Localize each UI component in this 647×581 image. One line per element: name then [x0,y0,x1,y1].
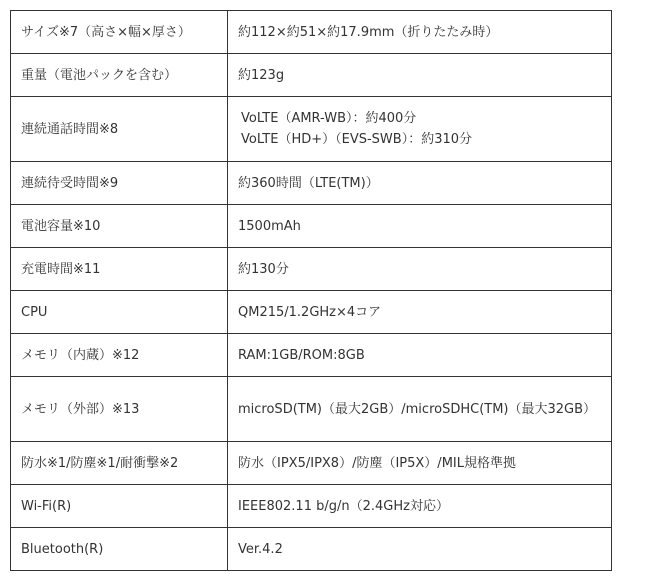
table-row [11,377,612,442]
spec-value-size: 約112×約51×約17.9mm（折りたたみ時） [228,11,612,54]
spec-label-bluetooth: Bluetooth(R) [11,528,228,571]
spec-value-battery: 1500mAh [228,205,612,248]
spec-value-standby-time: 約360時間（LTE(TM)） [228,162,612,205]
spec-label-internal-memory: メモリ（内蔵）※12 [11,334,228,377]
spec-value-weight: 約123g [228,54,612,97]
spec-label-weight: 重量（電池パックを含む） [11,54,228,97]
table-row [11,485,612,528]
spec-value-charge-time: 約130分 [228,248,612,291]
talk-time-line: VoLTE（HD+）（EVS-SWB）：約310分 [241,132,473,147]
spec-value-internal-memory: RAM:1GB/ROM:8GB [228,334,612,377]
table-row [11,97,612,162]
spec-value-external-memory: microSD(TM)（最大2GB）/microSDHC(TM)（最大32GB） [228,377,612,442]
table-row [11,334,612,377]
table-row [11,248,612,291]
spec-label-standby-time: 連続待受時間※9 [11,162,228,205]
talk-time-line: VoLTE（AMR-WB）：約400分 [241,111,417,126]
spec-label-wifi: Wi-Fi(R) [11,485,228,528]
spec-label-external-memory: メモリ（外部）※13 [11,377,228,442]
spec-label-waterproof: 防水※1/防塵※1/耐衝撃※2 [11,442,228,485]
table-row [11,162,612,205]
table-row [11,442,612,485]
table-row [11,291,612,334]
spec-value-wifi: IEEE802.11 b/g/n（2.4GHz対応） [228,485,612,528]
spec-value-bluetooth: Ver.4.2 [228,528,612,571]
spec-value-waterproof: 防水（IPX5/IPX8）/防塵（IP5X）/MIL規格準拠 [228,442,612,485]
table-row [11,205,612,248]
spec-value-cpu: QM215/1.2GHz×4コア [228,291,612,334]
spec-label-battery: 電池容量※10 [11,205,228,248]
spec-label-talk-time: 連続通話時間※8 [11,97,228,162]
spec-value-talk-time [228,97,612,162]
table-row [11,54,612,97]
spec-label-charge-time: 充電時間※11 [11,248,228,291]
spec-table [10,10,612,571]
table-row [11,528,612,571]
spec-label-cpu: CPU [11,291,228,334]
table-row [11,11,612,54]
spec-label-size: サイズ※7（高さ×幅×厚さ） [11,11,228,54]
